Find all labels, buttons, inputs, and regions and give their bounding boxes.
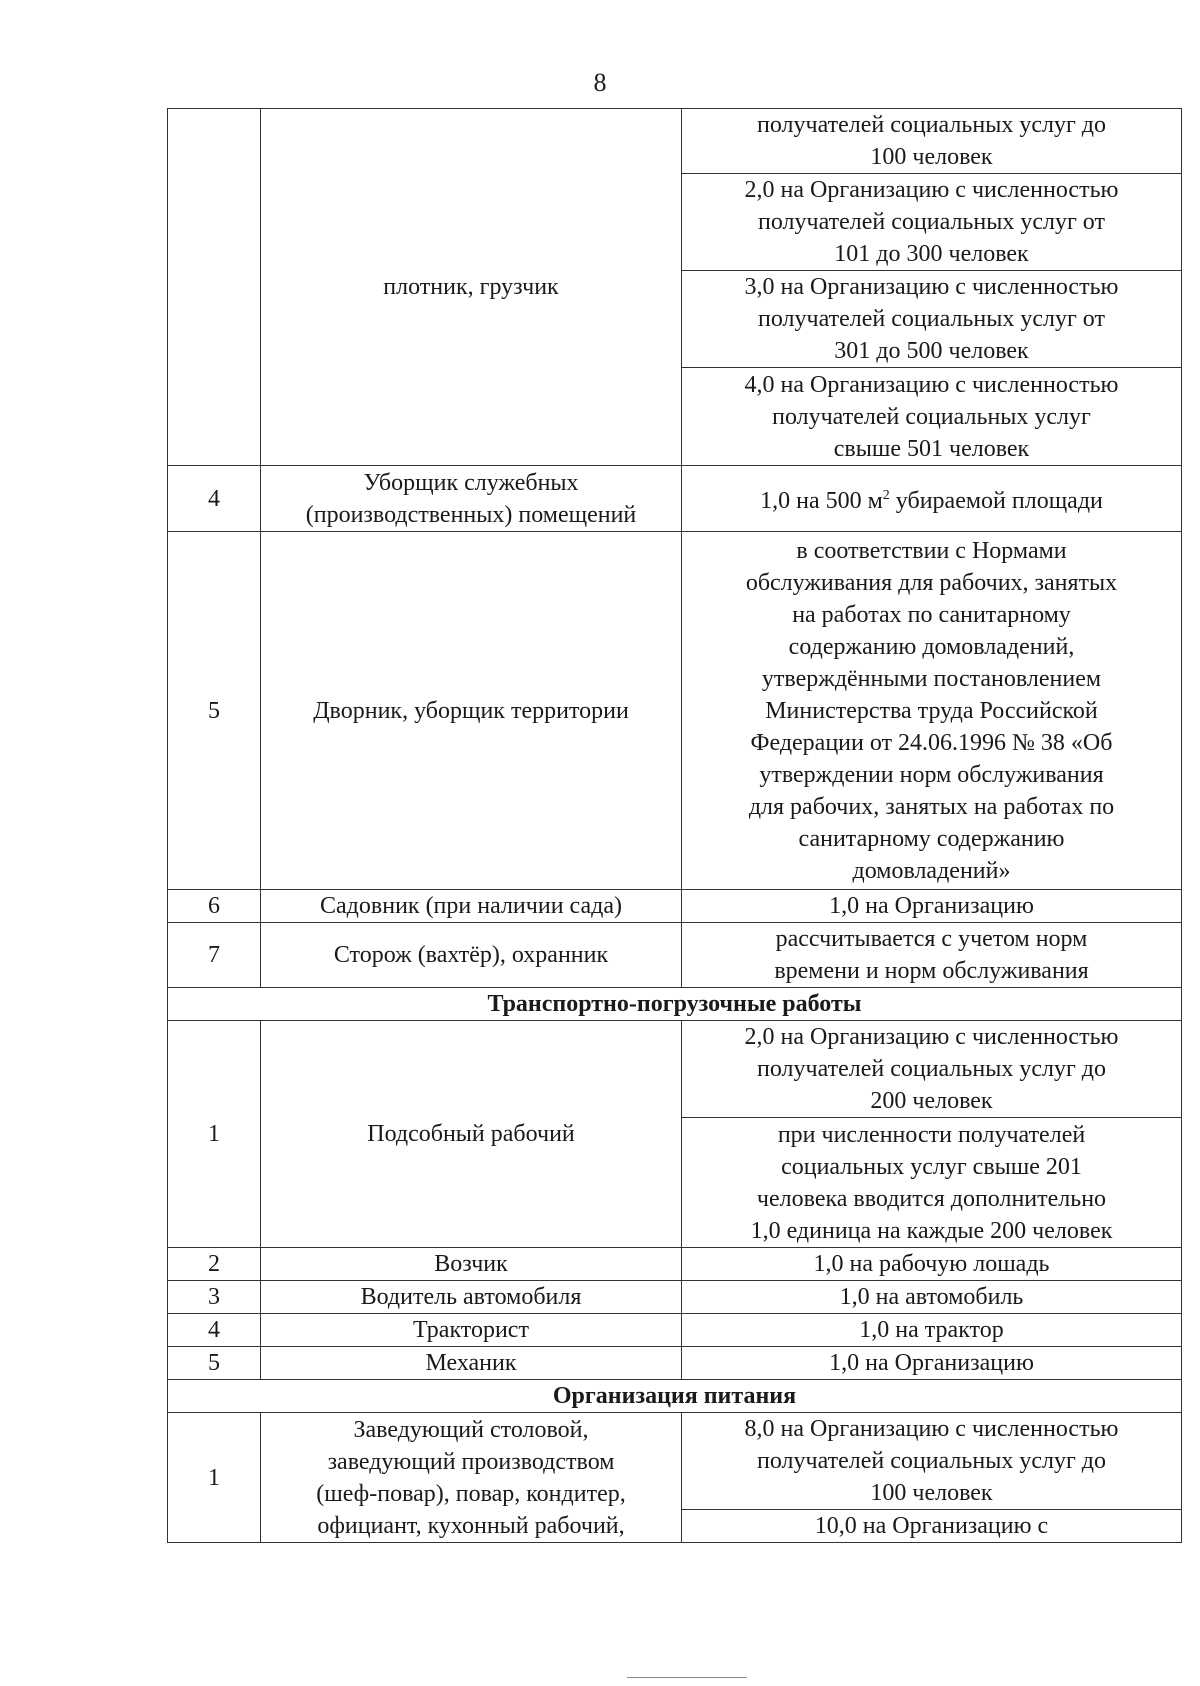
norm-line: 10,0 на Организацию с — [814, 1513, 1049, 1539]
position-name-line: Заведующий столовой, — [353, 1416, 589, 1443]
norm-line: на работах по санитарному — [792, 601, 1071, 628]
norm-cell: 1,0 на автомобиль — [682, 1281, 1182, 1314]
row-number-cell: 6 — [168, 890, 261, 923]
table-row — [168, 1413, 1182, 1510]
position-cell: Сторож (вахтёр), охранник — [261, 923, 682, 988]
norm-line: в соответствии с Нормами — [796, 537, 1067, 564]
table-row — [168, 109, 1182, 174]
staffing-norms-table — [167, 108, 1182, 1543]
norm-cell — [682, 466, 1182, 532]
norm-cell: 1,0 на трактор — [682, 1314, 1182, 1347]
row-number-cell: 3 — [168, 1281, 261, 1314]
position-name-line: Уборщик служебных — [363, 469, 579, 496]
norm-line: получателей социальных услуг до — [757, 1448, 1106, 1474]
norm-cell — [682, 1021, 1182, 1118]
norm-text: 1,0 на 500 м — [760, 488, 883, 514]
row-number-cell: 4 — [168, 1314, 261, 1347]
norm-cell — [682, 1118, 1182, 1248]
norm-text: убираемой площади — [889, 488, 1103, 514]
table-row — [168, 1347, 1182, 1380]
row-number-cell: 1 — [168, 1413, 261, 1543]
norm-line: при численности получателей — [777, 1121, 1086, 1148]
norm-line: 100 человек — [870, 1480, 993, 1506]
table-row — [168, 1314, 1182, 1347]
position-name-line: (шеф-повар), повар, кондитер, — [316, 1480, 626, 1507]
section-title: Организация питания — [168, 1380, 1182, 1413]
table-row — [168, 1021, 1182, 1118]
row-number-cell — [168, 109, 261, 466]
norm-line: получателей социальных услуг — [772, 403, 1091, 430]
position-cell: Механик — [261, 1347, 682, 1380]
norm-line: обслуживания для рабочих, занятых — [745, 569, 1118, 596]
norm-line: утверждёнными постановлением — [761, 665, 1102, 692]
position-name-line: (производственных) помещений — [305, 501, 637, 528]
table-row — [168, 1248, 1182, 1281]
table-row — [168, 923, 1182, 988]
position-cell — [261, 1413, 682, 1543]
position-cell — [261, 109, 682, 466]
norm-line: рассчитывается с учетом норм — [775, 926, 1088, 952]
scan-mark — [627, 1677, 747, 1678]
section-title: Транспортно-погрузочные работы — [168, 988, 1182, 1021]
row-number-cell: 7 — [168, 923, 261, 988]
table-row — [168, 1281, 1182, 1314]
norm-line: 2,0 на Организацию с численностью — [744, 177, 1119, 203]
norm-cell — [682, 271, 1182, 368]
norm-line: санитарному содержанию — [798, 825, 1065, 852]
norm-line: для рабочих, занятых на работах по — [748, 793, 1115, 820]
norm-line: социальных услуг свыше 201 — [781, 1153, 1082, 1180]
norm-cell: 1,0 на Организацию — [682, 1347, 1182, 1380]
row-number-cell: 5 — [168, 1347, 261, 1380]
norm-superscript: 2 — [882, 488, 890, 503]
norm-cell — [682, 1413, 1182, 1510]
row-number-cell: 2 — [168, 1248, 261, 1281]
table-row — [168, 466, 1182, 532]
page-number: 8 — [593, 68, 607, 97]
norm-line: 200 человек — [870, 1088, 993, 1114]
norm-line: получателей социальных услуг от — [758, 306, 1105, 332]
norm-line: Министерства труда Российской — [765, 697, 1098, 724]
norm-line: содержанию домовладений, — [788, 633, 1075, 660]
norm-line: Федерации от 24.06.1996 № 38 «Об — [750, 729, 1113, 756]
row-number-cell: 4 — [168, 466, 261, 532]
norm-cell — [682, 109, 1182, 174]
norm-line: времени и норм обслуживания — [774, 958, 1089, 984]
position-cell: Водитель автомобиля — [261, 1281, 682, 1314]
norm-cell: 1,0 на Организацию — [682, 890, 1182, 923]
norm-line: 101 до 300 человек — [834, 241, 1029, 267]
norm-line: 2,0 на Организацию с численностью — [744, 1024, 1119, 1050]
row-number-cell: 1 — [168, 1021, 261, 1248]
norm-cell — [682, 532, 1182, 890]
position-cell: Дворник, уборщик территории — [261, 532, 682, 890]
position-cell: Садовник (при наличии сада) — [261, 890, 682, 923]
norm-cell — [682, 368, 1182, 466]
position-name: плотник, грузчик — [383, 274, 559, 300]
row-number-cell: 5 — [168, 532, 261, 890]
section-header-row — [168, 988, 1182, 1021]
position-cell: Тракторист — [261, 1314, 682, 1347]
norm-line: получателей социальных услуг до — [757, 112, 1106, 138]
norm-line: 1,0 единица на каждые 200 человек — [750, 1217, 1113, 1244]
norm-line: 8,0 на Организацию с численностью — [744, 1416, 1119, 1442]
norm-cell — [682, 923, 1182, 988]
norm-line: 100 человек — [870, 144, 993, 170]
norm-cell — [682, 1510, 1182, 1543]
norm-line: получателей социальных услуг до — [757, 1056, 1106, 1082]
norm-cell: 1,0 на рабочую лошадь — [682, 1248, 1182, 1281]
norm-line: 4,0 на Организацию с численностью — [744, 371, 1119, 398]
table-row — [168, 532, 1182, 890]
norm-line: 301 до 500 человек — [834, 338, 1029, 364]
position-cell: Подсобный рабочий — [261, 1021, 682, 1248]
norm-line: домовладений» — [852, 857, 1011, 884]
table-row — [168, 890, 1182, 923]
position-cell: Возчик — [261, 1248, 682, 1281]
position-cell — [261, 466, 682, 532]
norm-cell — [682, 174, 1182, 271]
position-name-line: официант, кухонный рабочий, — [317, 1512, 625, 1539]
norm-line: получателей социальных услуг от — [758, 209, 1105, 235]
norm-line: 3,0 на Организацию с численностью — [744, 274, 1119, 300]
norm-line: свыше 501 человек — [833, 435, 1030, 462]
norm-line: утверждении норм обслуживания — [759, 761, 1104, 788]
norm-line: человека вводится дополнительно — [756, 1185, 1107, 1212]
section-header-row — [168, 1380, 1182, 1413]
position-name-line: заведующий производством — [327, 1448, 615, 1475]
